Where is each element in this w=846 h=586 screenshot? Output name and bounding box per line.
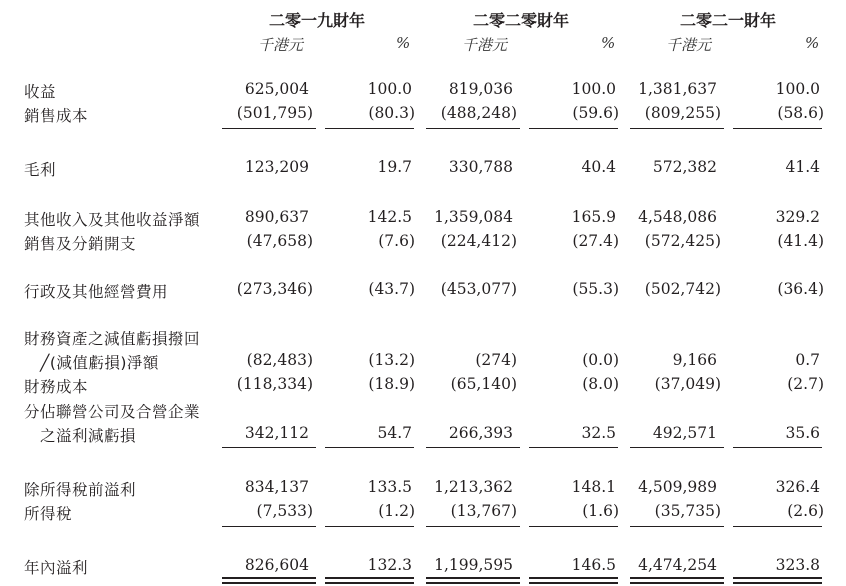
cell: (41.4) [777, 232, 824, 250]
cell: 890,637 [244, 208, 309, 226]
cell: 165.9 [571, 208, 616, 226]
cell: (13.2) [368, 351, 415, 369]
subtotal-rule [222, 526, 316, 527]
unit-pct-2019: % [396, 34, 411, 52]
cell: (118,334) [236, 375, 313, 393]
cell: 329.2 [775, 208, 820, 226]
header-fy2020: 二零二零財年 [472, 11, 569, 30]
subtotal-rule [630, 128, 724, 129]
subtotal-rule [222, 447, 316, 448]
cell: (82,483) [246, 351, 313, 369]
cell: (8.0) [582, 375, 619, 393]
row-label-gross-profit: 毛利 [24, 161, 57, 179]
cell: (27.4) [572, 232, 619, 250]
cell: (2.6) [787, 502, 824, 520]
row-label-revenue: 收益 [24, 83, 57, 101]
cell: (809,255) [644, 104, 721, 122]
unit-pct-2020: % [601, 34, 616, 52]
cell: 100.0 [775, 80, 820, 98]
total-double-rule [733, 577, 822, 584]
cell: (488,248) [440, 104, 517, 122]
cell: (36.4) [777, 280, 824, 298]
row-label-share-of-profits-line1: 分佔聯營公司及合營企業 [24, 403, 201, 421]
cell: (43.7) [368, 280, 415, 298]
cell: (0.0) [582, 351, 619, 369]
subtotal-rule [733, 526, 822, 527]
subtotal-rule [529, 526, 618, 527]
row-label-profit-before-tax: 除所得稅前溢利 [24, 481, 137, 499]
cell: 146.5 [571, 556, 616, 574]
cell: 133.5 [367, 478, 412, 496]
cell: 41.4 [785, 158, 820, 176]
cell: (502,742) [644, 280, 721, 298]
total-double-rule [426, 577, 520, 584]
subtotal-rule [325, 128, 414, 129]
cell: (18.9) [368, 375, 415, 393]
cell: (7,533) [256, 502, 313, 520]
cell: (65,140) [450, 375, 517, 393]
cell: 330,788 [448, 158, 513, 176]
cell: 19.7 [377, 158, 412, 176]
cell: 1,359,084 [434, 208, 513, 226]
header-fy2019: 二零一九財年 [268, 11, 365, 30]
row-label-impairment-line2: ╱(減值虧損)淨額 [40, 354, 159, 372]
unit-amount-2021: 千港元 [666, 36, 712, 54]
cell: 40.4 [581, 158, 616, 176]
cell: 834,137 [244, 478, 309, 496]
cell: (273,346) [236, 280, 313, 298]
cell: 266,393 [448, 424, 513, 442]
cell: (224,412) [440, 232, 517, 250]
subtotal-rule [529, 447, 618, 448]
subtotal-rule [222, 128, 316, 129]
cell: 1,213,362 [434, 478, 513, 496]
total-double-rule [325, 577, 414, 584]
cell: 4,509,989 [638, 478, 717, 496]
subtotal-rule [529, 128, 618, 129]
subtotal-rule [733, 128, 822, 129]
row-label-income-tax: 所得稅 [24, 505, 73, 523]
cell: 9,166 [672, 351, 717, 369]
subtotal-rule [630, 526, 724, 527]
cell: 0.7 [795, 351, 820, 369]
subtotal-rule [630, 447, 724, 448]
cell: (501,795) [236, 104, 313, 122]
cell: (47,658) [246, 232, 313, 250]
cell: 492,571 [652, 424, 717, 442]
cell: 100.0 [367, 80, 412, 98]
cell: 54.7 [377, 424, 412, 442]
cell: 148.1 [571, 478, 616, 496]
subtotal-rule [325, 447, 414, 448]
cell: (1.6) [582, 502, 619, 520]
unit-amount-2019: 千港元 [258, 36, 304, 54]
cell: 132.3 [367, 556, 412, 574]
row-label-selling-expenses: 銷售及分銷開支 [24, 235, 137, 253]
cell: 142.5 [367, 208, 412, 226]
cell: (453,077) [440, 280, 517, 298]
cell: 100.0 [571, 80, 616, 98]
cell: 819,036 [448, 80, 513, 98]
cell: 572,382 [652, 158, 717, 176]
row-label-profit-for-year: 年內溢利 [24, 559, 89, 577]
cell: 326.4 [775, 478, 820, 496]
row-label-impairment-line1: 財務資產之減值虧損撥回 [24, 330, 201, 348]
subtotal-rule [325, 526, 414, 527]
cell: (572,425) [644, 232, 721, 250]
cell: 35.6 [785, 424, 820, 442]
cell: (55.3) [572, 280, 619, 298]
cell: 123,209 [244, 158, 309, 176]
cell: 342,112 [244, 424, 309, 442]
cell: 1,381,637 [638, 80, 717, 98]
total-double-rule [529, 577, 618, 584]
row-label-other-income: 其他收入及其他收益淨額 [24, 211, 201, 229]
cell: 1,199,595 [434, 556, 513, 574]
cell: 4,548,086 [638, 208, 717, 226]
total-double-rule [630, 577, 724, 584]
subtotal-rule [426, 128, 520, 129]
cell: 826,604 [244, 556, 309, 574]
row-label-admin-expenses: 行政及其他經營費用 [24, 283, 169, 301]
cell: 323.8 [775, 556, 820, 574]
subtotal-rule [426, 447, 520, 448]
cell: (58.6) [777, 104, 824, 122]
cell: (2.7) [787, 375, 824, 393]
cell: (37,049) [654, 375, 721, 393]
subtotal-rule [733, 447, 822, 448]
row-label-cost-of-sales: 銷售成本 [24, 107, 89, 125]
cell: (80.3) [368, 104, 415, 122]
cell: 625,004 [244, 80, 309, 98]
total-double-rule [222, 577, 316, 584]
unit-pct-2021: % [805, 34, 820, 52]
unit-amount-2020: 千港元 [462, 36, 508, 54]
cell: (13,767) [450, 502, 517, 520]
cell: (1.2) [378, 502, 415, 520]
row-label-finance-costs: 財務成本 [24, 378, 89, 396]
row-label-share-of-profits-line2: 之溢利減虧損 [40, 427, 137, 445]
header-fy2021: 二零二一財年 [679, 11, 776, 30]
cell: (35,735) [654, 502, 721, 520]
cell: 4,474,254 [638, 556, 717, 574]
cell: (59.6) [572, 104, 619, 122]
cell: (7.6) [378, 232, 415, 250]
cell: 32.5 [581, 424, 616, 442]
cell: (274) [475, 351, 517, 369]
subtotal-rule [426, 526, 520, 527]
